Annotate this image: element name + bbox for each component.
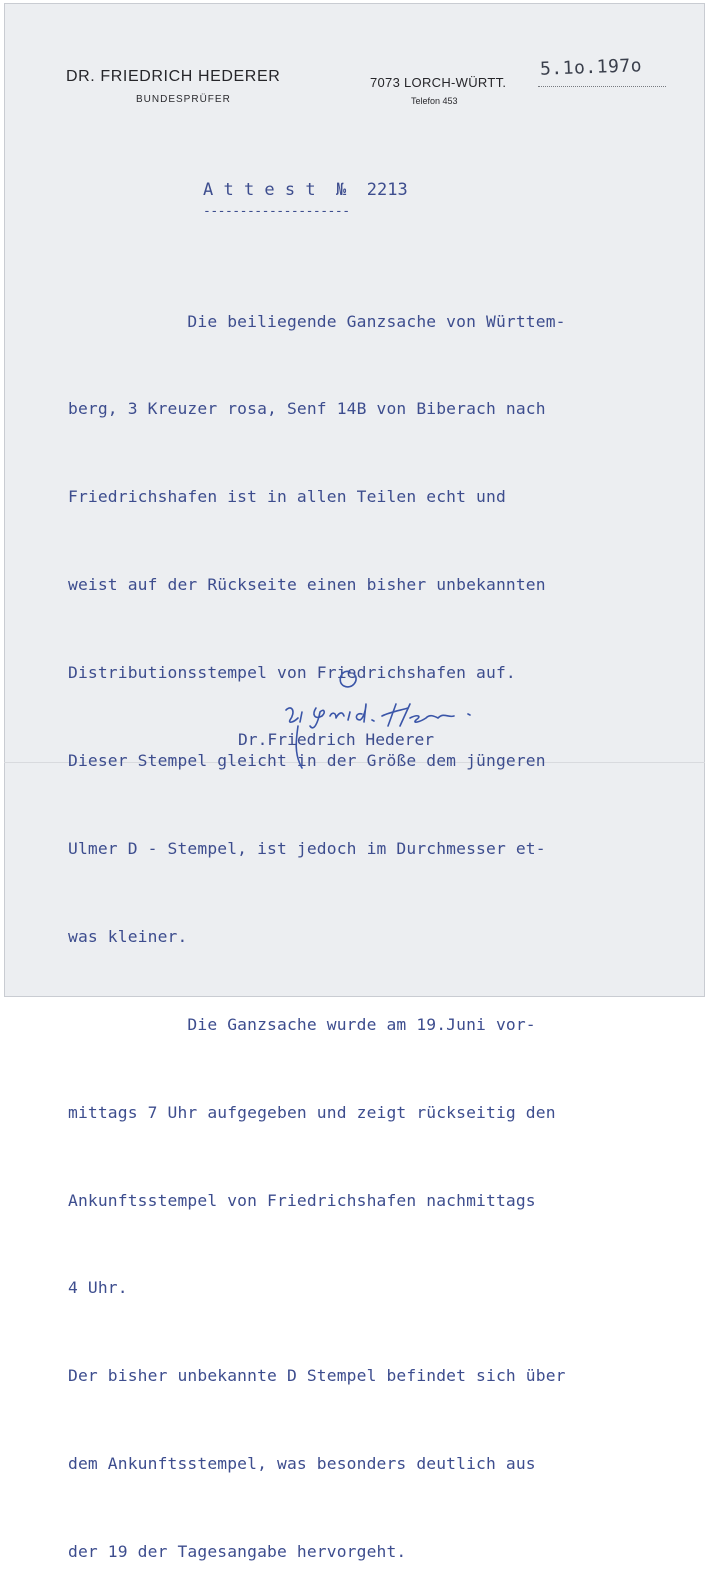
date-dotted-line	[538, 86, 666, 87]
handwritten-date: 5.1o.197o	[539, 55, 643, 80]
letterhead-title: BUNDESPRÜFER	[136, 94, 231, 105]
attest-title: A t t e s t № 2213	[203, 180, 408, 200]
body-line: Ankunftsstempel von Friedrichshafen nachmittags	[68, 1190, 536, 1210]
letterhead-address: 7073 LORCH-WÜRTT.	[370, 75, 507, 90]
body-line: was kleiner.	[68, 926, 188, 946]
body-line: 4 Uhr.	[68, 1278, 128, 1298]
attest-body	[68, 248, 698, 1596]
body-line: Der bisher unbekannte D Stempel befindet sich über	[68, 1366, 566, 1386]
body-line: Ulmer D - Stempel, ist jedoch im Durchmesser et-	[68, 838, 546, 858]
typed-signature-name: Dr.Friedrich Hederer	[238, 730, 435, 749]
body-line: der 19 der Tagesangabe hervorgeht.	[68, 1542, 407, 1562]
body-line: berg, 3 Kreuzer rosa, Senf 14B von Biberach nach	[68, 399, 546, 419]
attest-title-underline: --------------------	[203, 204, 350, 219]
letterhead-name: DR. FRIEDRICH HEDERER	[66, 68, 281, 85]
body-line: Dieser Stempel gleicht in der Größe dem jüngeren	[68, 751, 546, 771]
letterhead-phone: Telefon 453	[411, 96, 458, 106]
body-line: Die beiliegende Ganzsache von Württem-	[68, 311, 566, 331]
body-line: dem Ankunftsstempel, was besonders deutlich aus	[68, 1454, 536, 1474]
body-line: Friedrichshafen ist in allen Teilen echt und	[68, 487, 506, 507]
handwritten-signature	[278, 660, 538, 770]
body-line: Distributionsstempel von Friedrichshafen auf.	[68, 663, 516, 683]
body-line: Die Ganzsache wurde am 19.Juni vor-	[68, 1014, 536, 1034]
body-line: mittags 7 Uhr aufgegeben und zeigt rückseitig den	[68, 1102, 556, 1122]
body-line: weist auf der Rückseite einen bisher unbekannten	[68, 575, 546, 595]
